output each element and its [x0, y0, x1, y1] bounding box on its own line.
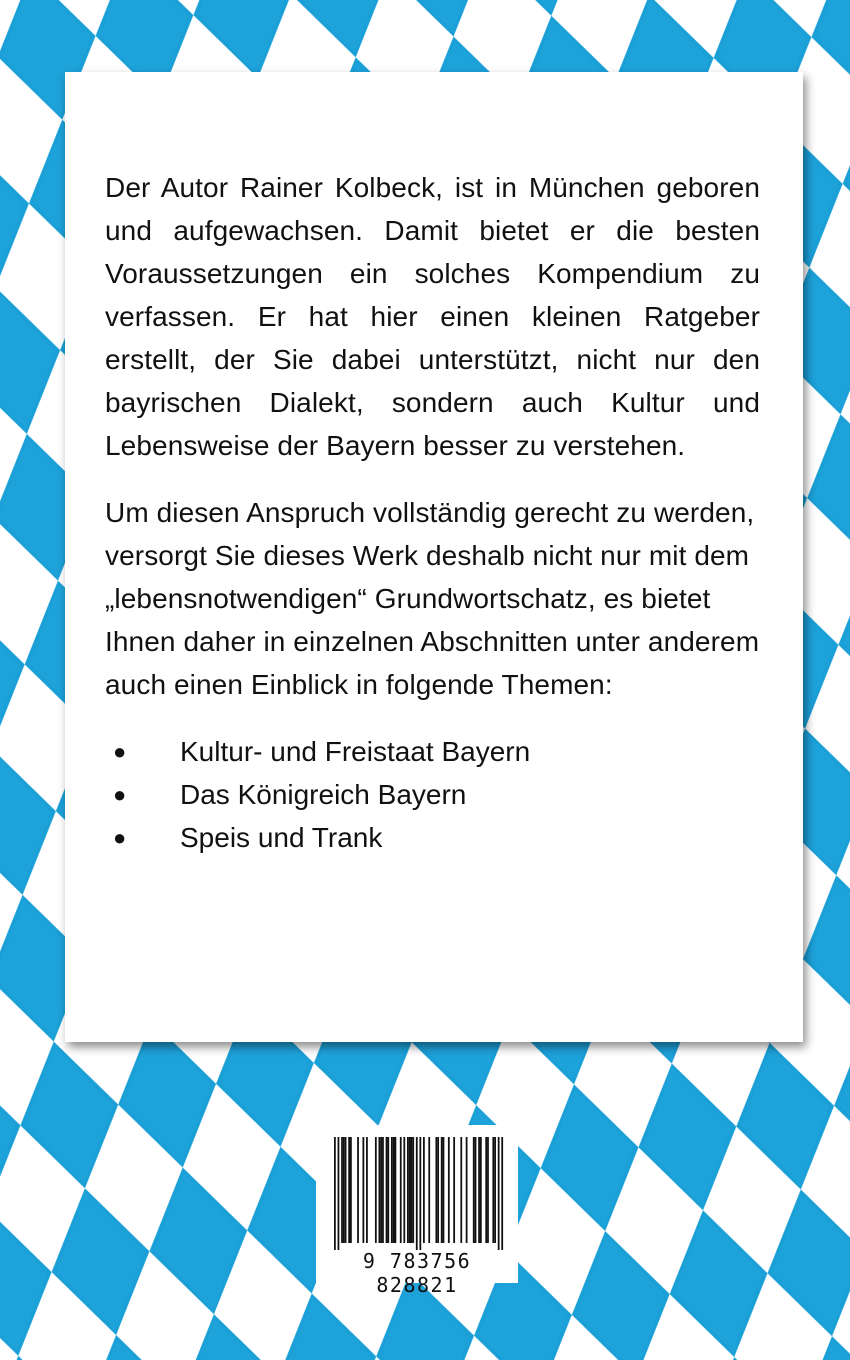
barcode-bar	[492, 1137, 494, 1243]
barcode-bar	[453, 1137, 455, 1243]
topic-label: Speis und Trank	[180, 821, 383, 853]
barcode-bar	[375, 1137, 377, 1243]
list-item	[105, 730, 760, 773]
barcode-bar	[443, 1137, 445, 1243]
barcode-bar	[419, 1137, 421, 1250]
barcode-bar	[501, 1137, 503, 1250]
barcode-bar	[435, 1137, 437, 1243]
barcode-bar	[423, 1137, 425, 1243]
barcode-bar	[362, 1137, 364, 1243]
barcode-bar	[382, 1137, 384, 1243]
barcode-bar	[411, 1137, 413, 1243]
barcode-bar	[485, 1137, 487, 1243]
barcode-bar	[480, 1137, 482, 1243]
barcode-bar	[498, 1137, 500, 1250]
barcode-bar	[400, 1137, 402, 1243]
barcode-bar	[437, 1137, 439, 1243]
barcode-bar	[387, 1137, 389, 1243]
list-item	[105, 816, 760, 859]
barcode-bar	[334, 1137, 336, 1250]
barcode-bar	[448, 1137, 450, 1243]
barcode-bar	[494, 1137, 496, 1243]
content-paragraph: Um diesen Anspruch vollständig gerecht zu werden, versorgt Sie dieses Werk deshalb nicht nur mit dem „lebensnotwendigen“ Grundwortschatz, es bietet Ihnen daher in einzelnen Abschnitten unter anderem auch einen Einblick in folgende Themen:	[105, 497, 760, 700]
barcode-bar	[343, 1137, 345, 1243]
barcode-bar	[345, 1137, 347, 1243]
barcode-bar	[407, 1137, 409, 1243]
barcode-bar	[338, 1137, 340, 1250]
barcode-bar	[391, 1137, 393, 1243]
barcode-bar	[386, 1137, 388, 1243]
barcode-bar	[409, 1137, 411, 1243]
barcode-bar	[380, 1137, 382, 1243]
isbn-barcode	[316, 1125, 518, 1297]
barcode-bar	[341, 1137, 343, 1243]
barcode-bar	[475, 1137, 477, 1243]
bullet-icon: ●	[113, 781, 127, 807]
isbn-number: 9 783756 828821	[362, 1249, 472, 1297]
barcode-bar	[466, 1137, 468, 1243]
bullet-icon: ●	[113, 738, 127, 764]
bullet-icon: ●	[113, 824, 127, 850]
list-item	[105, 773, 760, 816]
barcode-bars	[316, 1125, 518, 1250]
barcode-bar	[395, 1137, 397, 1243]
topic-list	[105, 730, 760, 859]
topic-label: Das Königreich Bayern	[180, 778, 467, 810]
barcode-bar	[403, 1137, 405, 1243]
barcode-bar	[366, 1137, 368, 1243]
barcode-bar	[428, 1137, 430, 1243]
barcode-bar	[348, 1137, 350, 1243]
barcode-bar	[379, 1137, 381, 1243]
barcode-bar	[357, 1137, 359, 1243]
barcode-bar	[460, 1137, 462, 1243]
barcode-bar	[441, 1137, 443, 1243]
barcode-bar	[473, 1137, 475, 1243]
barcode-bar	[393, 1137, 395, 1243]
barcode-bar	[478, 1137, 480, 1243]
author-paragraph: Der Autor Rainer Kolbeck, ist in München geboren und aufgewachsen. Damit bietet er die besten Voraussetzungen ein solches Kompendium zu verfassen. Er hat hier einen kleinen Ratgeber erstellt, der Sie dabei unterstützt, nicht nur den bayrischen Dialekt, sondern auch Kultur und Lebensweise der Bayern besser zu verstehen.	[105, 172, 760, 461]
topic-label: Kultur- und Freistaat Bayern	[180, 735, 531, 767]
barcode-bar	[487, 1137, 489, 1243]
barcode-bar	[350, 1137, 352, 1243]
barcode-bar	[416, 1137, 418, 1250]
description-panel	[65, 72, 803, 1042]
barcode-bar	[412, 1137, 414, 1243]
